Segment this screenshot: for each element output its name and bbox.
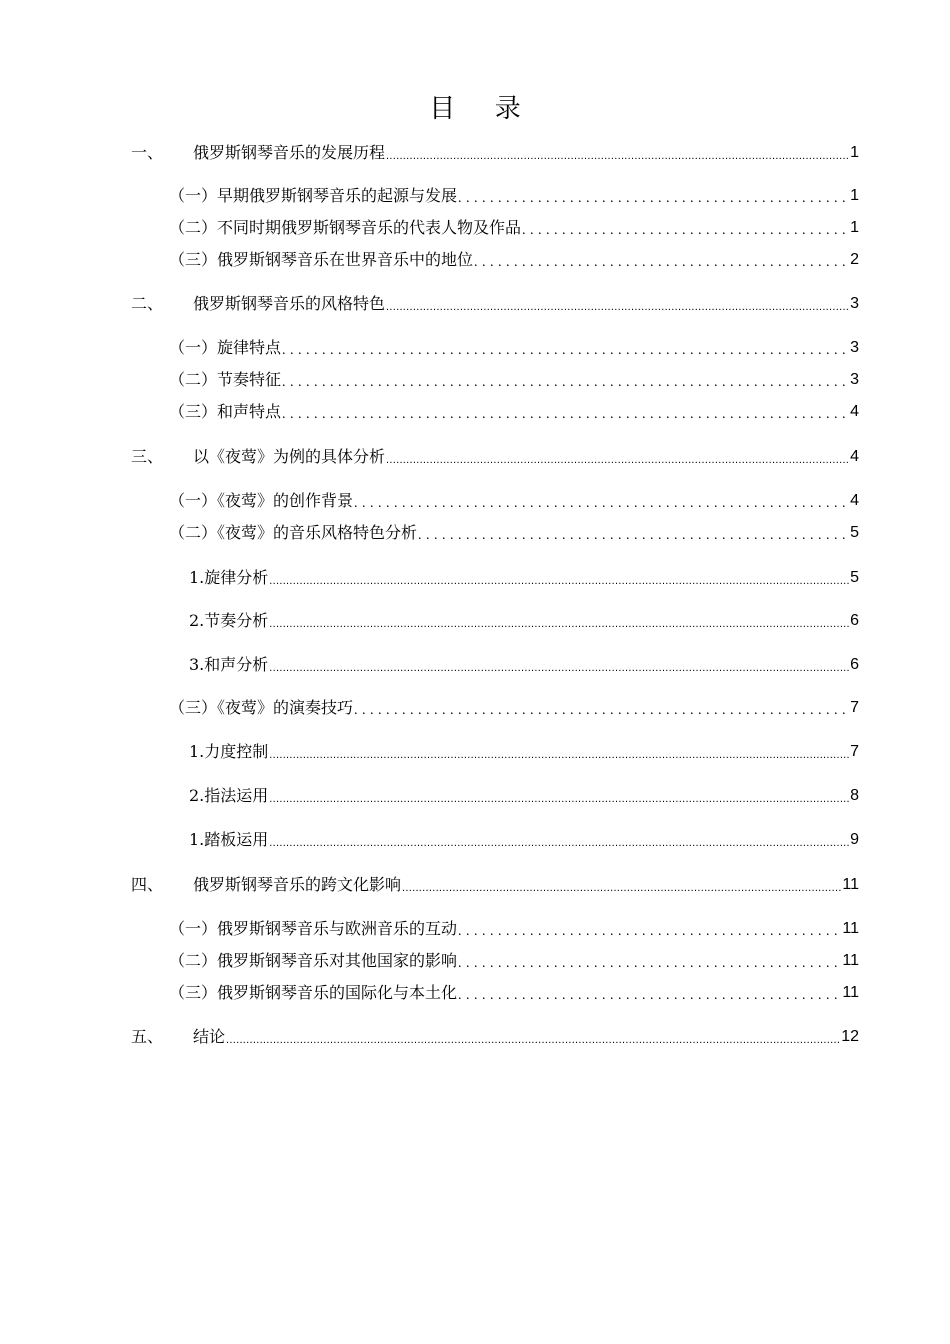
toc-page-number: 5 bbox=[850, 524, 859, 541]
toc-page-number: 1 bbox=[850, 219, 859, 236]
toc-entry-label bbox=[131, 873, 401, 897]
toc-page-number: 7 bbox=[850, 743, 859, 760]
toc-entry-text: 结论 bbox=[193, 1027, 226, 1046]
toc-dot-leader bbox=[269, 828, 849, 852]
toc-entry-label bbox=[131, 141, 385, 165]
toc-entry-text: （二）俄罗斯钢琴音乐对其他国家的影响 bbox=[169, 951, 458, 970]
toc-entry[interactable] bbox=[189, 609, 859, 633]
toc-dot-leader bbox=[269, 566, 849, 590]
toc-entry-label bbox=[169, 368, 281, 392]
toc-dot-leader bbox=[226, 1025, 840, 1049]
toc-dot-leader bbox=[269, 784, 849, 808]
toc-dot-leader bbox=[418, 521, 849, 545]
toc-dot-leader bbox=[458, 949, 841, 973]
toc-entry[interactable] bbox=[189, 566, 859, 590]
toc-page-number: 12 bbox=[841, 1028, 859, 1045]
toc-dot-leader bbox=[458, 981, 841, 1005]
toc-entry[interactable] bbox=[169, 489, 859, 513]
toc-dot-leader bbox=[522, 216, 849, 240]
toc-entry[interactable] bbox=[169, 981, 859, 1005]
toc-entry[interactable] bbox=[169, 521, 859, 545]
toc-entry-label bbox=[169, 216, 521, 240]
toc-page-number: 3 bbox=[850, 339, 859, 356]
toc-dot-leader bbox=[269, 653, 849, 677]
toc-page-number: 1 bbox=[850, 144, 859, 161]
toc-dot-leader bbox=[458, 184, 849, 208]
toc-entry-label bbox=[189, 784, 268, 808]
toc-entry[interactable] bbox=[169, 400, 859, 424]
toc-page-number: 8 bbox=[850, 787, 859, 804]
toc-dot-leader bbox=[458, 917, 841, 941]
toc-entry-text: （一）旋律特点 bbox=[169, 338, 282, 357]
toc-entry-label bbox=[131, 1025, 225, 1049]
toc-page-number: 3 bbox=[850, 371, 859, 388]
toc-entry-text: （三）《夜莺》的演奏技巧 bbox=[169, 698, 354, 717]
toc-dot-leader bbox=[386, 445, 849, 469]
toc-entry[interactable] bbox=[169, 368, 859, 392]
toc-entry[interactable] bbox=[189, 828, 859, 852]
toc-entry-label bbox=[169, 248, 473, 272]
toc-entry-label bbox=[189, 740, 268, 764]
toc-entry-text: （一）早期俄罗斯钢琴音乐的起源与发展 bbox=[169, 186, 458, 205]
toc-dot-leader bbox=[386, 141, 849, 165]
toc-page-number: 6 bbox=[850, 612, 859, 629]
toc-page-number: 6 bbox=[850, 656, 859, 673]
toc-page-number: 11 bbox=[842, 984, 859, 1001]
toc-chapter-number: 一、 bbox=[131, 143, 164, 162]
toc-page-number: 11 bbox=[842, 920, 859, 937]
toc-entry-label bbox=[169, 489, 353, 513]
toc-entry[interactable] bbox=[189, 740, 859, 764]
toc-entry-text: （一）俄罗斯钢琴音乐与欧洲音乐的互动 bbox=[169, 919, 458, 938]
toc-entry-label bbox=[169, 336, 281, 360]
toc-page-number: 4 bbox=[850, 492, 859, 509]
toc-entry[interactable] bbox=[169, 336, 859, 360]
toc-entry-label bbox=[169, 917, 457, 941]
toc-page-number: 4 bbox=[850, 448, 859, 465]
toc-entry-text: （三）和声特点 bbox=[169, 402, 282, 421]
toc-entry[interactable] bbox=[189, 784, 859, 808]
toc-entry-label bbox=[189, 609, 268, 633]
toc-dot-leader bbox=[402, 873, 841, 897]
toc-page-number: 5 bbox=[850, 569, 859, 586]
toc-entry-label bbox=[169, 696, 353, 720]
toc-page-number: 11 bbox=[842, 876, 859, 893]
toc-dot-leader bbox=[386, 292, 849, 316]
toc-entry-label bbox=[189, 828, 268, 852]
toc-dot-leader bbox=[269, 740, 849, 764]
toc-entry-label bbox=[169, 949, 457, 973]
toc-dot-leader bbox=[354, 696, 849, 720]
toc-entry-text: 俄罗斯钢琴音乐的跨文化影响 bbox=[193, 875, 402, 894]
toc-dot-leader bbox=[282, 336, 849, 360]
toc-entry-text: （二）不同时期俄罗斯钢琴音乐的代表人物及作品 bbox=[169, 218, 522, 237]
toc-entry-label bbox=[131, 292, 385, 316]
toc-entry-text: 俄罗斯钢琴音乐的发展历程 bbox=[193, 143, 386, 162]
toc-chapter-number: 三、 bbox=[131, 447, 164, 466]
toc-entry-text: 2.节奏分析 bbox=[189, 611, 269, 630]
toc-dot-leader bbox=[269, 609, 849, 633]
toc-entry-text: 1.旋律分析 bbox=[189, 568, 269, 587]
toc-page-number: 9 bbox=[850, 831, 859, 848]
toc-entry[interactable] bbox=[131, 141, 859, 165]
toc-entry-text: 俄罗斯钢琴音乐的风格特色 bbox=[193, 294, 386, 313]
toc-entry[interactable] bbox=[169, 696, 859, 720]
toc-entry-text: （二）《夜莺》的音乐风格特色分析 bbox=[169, 523, 418, 542]
toc-entry-label bbox=[169, 981, 457, 1005]
toc-page-number: 11 bbox=[842, 952, 859, 969]
toc-entry[interactable] bbox=[169, 917, 859, 941]
toc-dot-leader bbox=[354, 489, 849, 513]
toc-entry[interactable] bbox=[169, 949, 859, 973]
toc-entry[interactable] bbox=[169, 216, 859, 240]
toc-entry-label bbox=[189, 566, 268, 590]
toc-entry-text: 以《夜莺》为例的具体分析 bbox=[193, 447, 386, 466]
toc-entry-text: （三）俄罗斯钢琴音乐在世界音乐中的地位 bbox=[169, 250, 474, 269]
toc-entry-text: 2.指法运用 bbox=[189, 786, 269, 805]
toc-chapter-number: 二、 bbox=[131, 294, 164, 313]
toc-dot-leader bbox=[282, 368, 849, 392]
toc-entry-text: （三）俄罗斯钢琴音乐的国际化与本土化 bbox=[169, 983, 458, 1002]
toc-entry-label bbox=[131, 445, 385, 469]
toc-entry-text: 3.和声分析 bbox=[189, 655, 269, 674]
toc-page-number: 2 bbox=[850, 251, 859, 268]
toc-entry[interactable] bbox=[169, 248, 859, 272]
toc-entry[interactable] bbox=[189, 653, 859, 677]
toc-chapter-number: 五、 bbox=[131, 1027, 164, 1046]
toc-entry[interactable] bbox=[169, 184, 859, 208]
toc-entry[interactable] bbox=[131, 445, 859, 469]
toc-entry-text: 1.踏板运用 bbox=[189, 830, 269, 849]
toc-entry-label bbox=[169, 184, 457, 208]
toc-page-number: 1 bbox=[850, 187, 859, 204]
toc-entry[interactable] bbox=[131, 1025, 859, 1049]
toc-dot-leader bbox=[474, 248, 849, 272]
page-title: 目 录 bbox=[429, 94, 537, 124]
toc-page-number: 4 bbox=[850, 403, 859, 420]
toc-entry-label bbox=[169, 521, 417, 545]
toc-dot-leader bbox=[282, 400, 849, 424]
toc-entry[interactable] bbox=[131, 873, 859, 897]
toc-chapter-number: 四、 bbox=[131, 875, 164, 894]
toc-page-number: 3 bbox=[850, 295, 859, 312]
toc-entry-text: （二）节奏特征 bbox=[169, 370, 282, 389]
toc-entry-text: 1.力度控制 bbox=[189, 742, 269, 761]
toc-entry-text: （一）《夜莺》的创作背景 bbox=[169, 491, 354, 510]
toc-page-number: 7 bbox=[850, 699, 859, 716]
toc-entry-label bbox=[189, 653, 268, 677]
toc-entry-label bbox=[169, 400, 281, 424]
toc-entry[interactable] bbox=[131, 292, 859, 316]
